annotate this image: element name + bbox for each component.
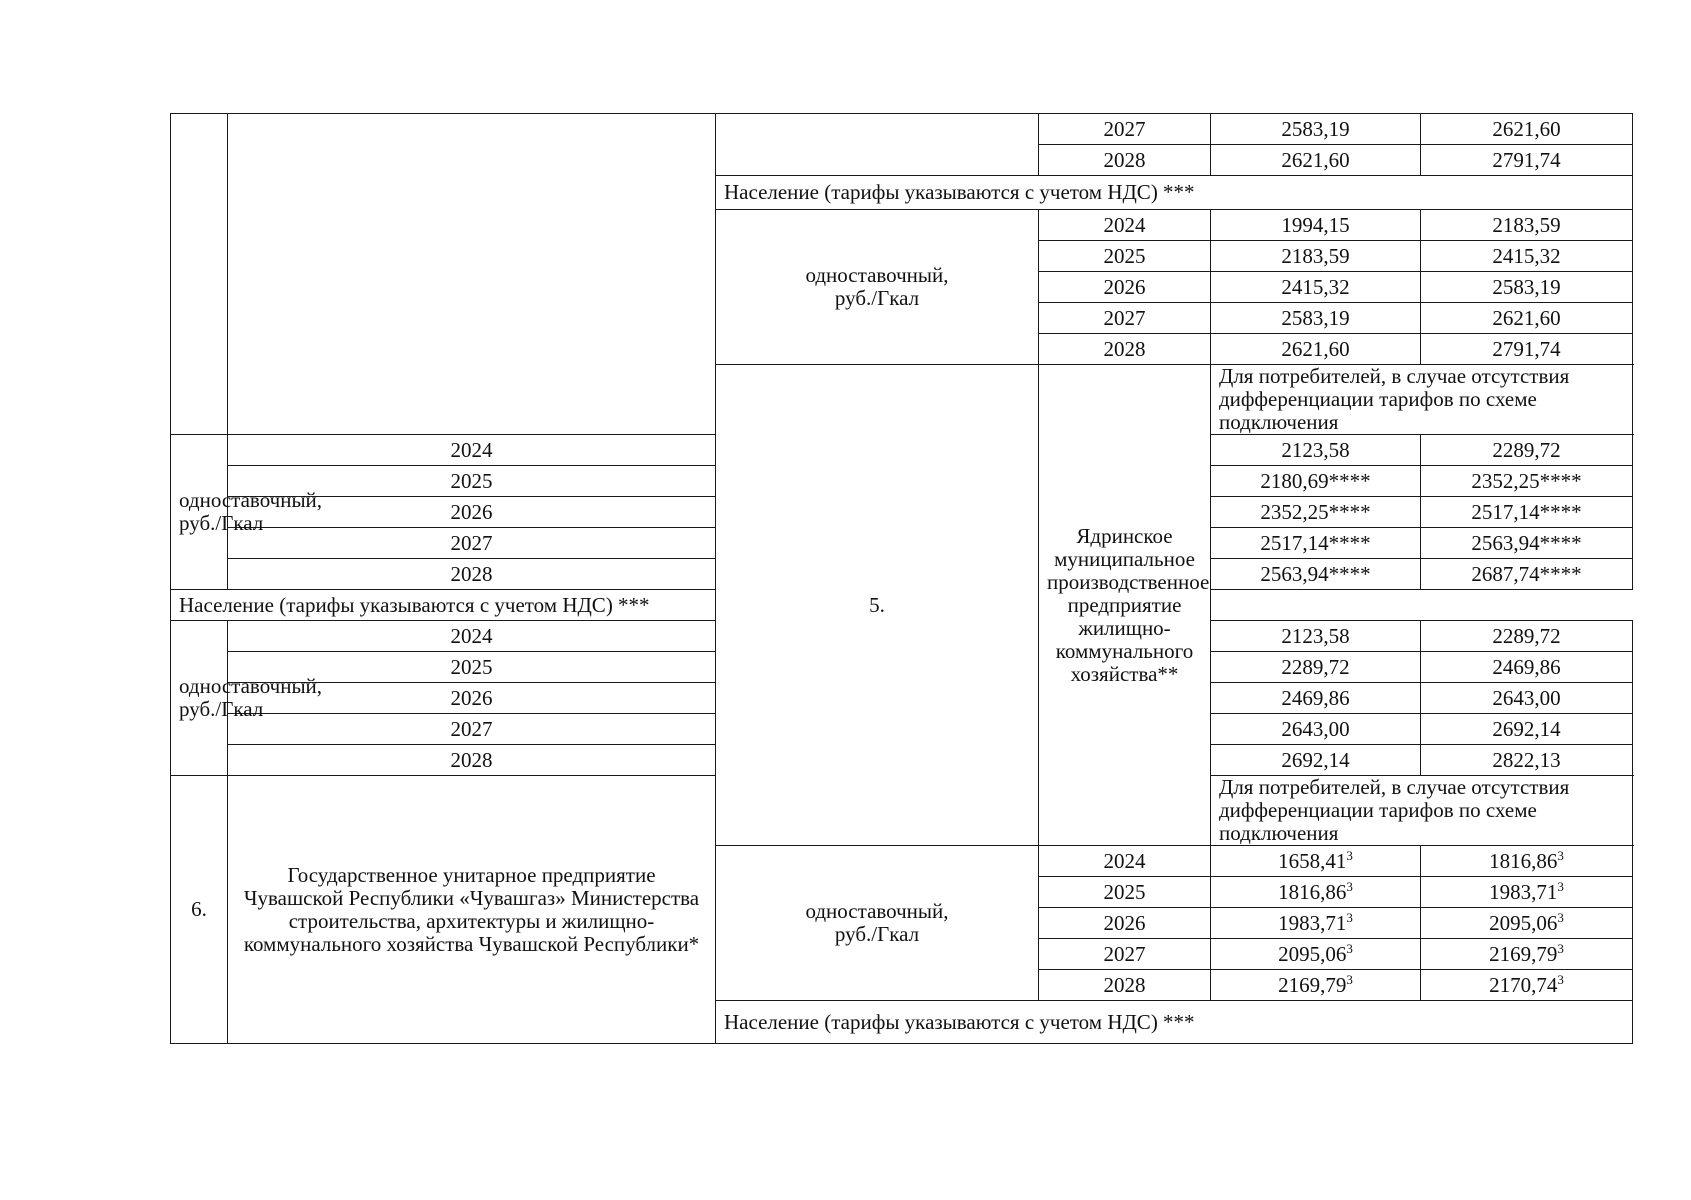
tariff-first-half-cell: 2583,19 bbox=[1211, 303, 1421, 334]
population-header: Население (тарифы указываются с учетом НДС) *** bbox=[171, 590, 1211, 621]
year-cell: 2027 bbox=[1039, 303, 1211, 334]
tariff-second-half-cell: 2415,32 bbox=[1421, 241, 1633, 272]
organization-cell: Ядринское муниципальное производственное предприятие жилищно-коммунального хозяйства** bbox=[1039, 365, 1211, 846]
rate-type-cell: одноставочный, руб./Гкал bbox=[716, 210, 1039, 365]
row-number-cell bbox=[171, 114, 228, 435]
tariff-second-half-cell: 2583,19 bbox=[1421, 272, 1633, 303]
organization-cell bbox=[228, 114, 716, 435]
consumers-header: Для потребителей, в случае отсутствия дифференциации тарифов по схеме подключения bbox=[1211, 365, 1633, 435]
tariff-second-half-cell: 2170,74$^3$ bbox=[1421, 970, 1633, 1001]
rate-type-cell bbox=[716, 114, 1039, 176]
organization-cell: Государственное унитарное предприятие Чувашской Республики «Чувашгаз» Министерства строительства, архитектуры и жилищно-коммунального хозяйства Чувашской Республики* bbox=[228, 776, 716, 1044]
population-header: Население (тарифы указываются с учетом НДС) *** bbox=[716, 1001, 1633, 1044]
tariff-second-half-cell: 2621,60 bbox=[1421, 303, 1633, 334]
tariff-second-half-cell: 2791,74 bbox=[1421, 334, 1633, 365]
year-cell: 2028 bbox=[1039, 334, 1211, 365]
rate-type-cell: одноставочный, руб./Гкал bbox=[171, 621, 228, 776]
table-row bbox=[171, 590, 1633, 621]
tariff-second-half-cell: 2095,06$^3$ bbox=[1421, 908, 1633, 939]
tariff-second-half-cell: 2692,14 bbox=[1421, 714, 1633, 745]
year-cell: 2027 bbox=[1039, 114, 1211, 145]
year-cell: 2026 bbox=[1039, 908, 1211, 939]
tariff-second-half-cell: 2517,14**** bbox=[1421, 497, 1633, 528]
tariff-first-half-cell: 2643,00 bbox=[1211, 714, 1421, 745]
tariff-second-half-cell: 2352,25**** bbox=[1421, 466, 1633, 497]
year-cell: 2025 bbox=[1039, 241, 1211, 272]
year-cell: 2027 bbox=[228, 714, 716, 745]
tariff-second-half-cell: 2687,74**** bbox=[1421, 559, 1633, 590]
tariff-second-half-cell: 2621,60 bbox=[1421, 114, 1633, 145]
year-cell: 2024 bbox=[228, 621, 716, 652]
year-cell: 2028 bbox=[1039, 970, 1211, 1001]
rate-type-cell: одноставочный, руб./Гкал bbox=[716, 846, 1039, 1001]
year-cell: 2027 bbox=[1039, 939, 1211, 970]
tariff-second-half-cell: 1983,71$^3$ bbox=[1421, 877, 1633, 908]
year-cell: 2026 bbox=[228, 683, 716, 714]
tariff-first-half-cell: 2621,60 bbox=[1211, 334, 1421, 365]
tariff-first-half-cell: 2095,06$^3$ bbox=[1211, 939, 1421, 970]
tariff-first-half-cell: 2583,19 bbox=[1211, 114, 1421, 145]
tariff-second-half-cell: 2643,00 bbox=[1421, 683, 1633, 714]
tariff-first-half-cell: 2123,58 bbox=[1211, 621, 1421, 652]
tariff-first-half-cell: 1994,15 bbox=[1211, 210, 1421, 241]
year-cell: 2025 bbox=[228, 466, 716, 497]
tariff-first-half-cell: 2169,79$^3$ bbox=[1211, 970, 1421, 1001]
row-number-cell: 5. bbox=[716, 365, 1039, 846]
tariff-first-half-cell: 1816,86$^3$ bbox=[1211, 877, 1421, 908]
population-header: Население (тарифы указываются с учетом НДС) *** bbox=[716, 176, 1633, 210]
tariff-first-half-cell: 2183,59 bbox=[1211, 241, 1421, 272]
table-row bbox=[171, 114, 1633, 145]
year-cell: 2026 bbox=[228, 497, 716, 528]
tariff-table bbox=[170, 113, 1633, 1044]
tariff-second-half-cell: 2289,72 bbox=[1421, 621, 1633, 652]
tariff-first-half-cell: 1983,71$^3$ bbox=[1211, 908, 1421, 939]
tariff-first-half-cell: 2621,60 bbox=[1211, 145, 1421, 176]
year-cell: 2024 bbox=[1039, 846, 1211, 877]
tariff-second-half-cell: 2183,59 bbox=[1421, 210, 1633, 241]
tariff-second-half-cell: 2563,94**** bbox=[1421, 528, 1633, 559]
consumers-header: Для потребителей, в случае отсутствия дифференциации тарифов по схеме подключения bbox=[1211, 776, 1633, 846]
tariff-first-half-cell: 2352,25**** bbox=[1211, 497, 1421, 528]
tariff-first-half-cell: 2289,72 bbox=[1211, 652, 1421, 683]
year-cell: 2025 bbox=[1039, 877, 1211, 908]
year-cell: 2028 bbox=[228, 559, 716, 590]
rate-type-cell: одноставочный, руб./Гкал bbox=[171, 435, 228, 590]
year-cell: 2025 bbox=[228, 652, 716, 683]
tariff-first-half-cell: 1658,41$^3$ bbox=[1211, 846, 1421, 877]
row-number-cell: 6. bbox=[171, 776, 228, 1044]
tariff-first-half-cell: 2517,14**** bbox=[1211, 528, 1421, 559]
tariff-second-half-cell: 2822,13 bbox=[1421, 745, 1633, 776]
tariff-second-half-cell: 2469,86 bbox=[1421, 652, 1633, 683]
tariff-second-half-cell: 1816,86$^3$ bbox=[1421, 846, 1633, 877]
year-cell: 2028 bbox=[228, 745, 716, 776]
tariff-first-half-cell: 2415,32 bbox=[1211, 272, 1421, 303]
year-cell: 2026 bbox=[1039, 272, 1211, 303]
year-cell: 2024 bbox=[1039, 210, 1211, 241]
tariff-second-half-cell: 2169,79$^3$ bbox=[1421, 939, 1633, 970]
tariff-first-half-cell: 2123,58 bbox=[1211, 435, 1421, 466]
year-cell: 2027 bbox=[228, 528, 716, 559]
tariff-second-half-cell: 2791,74 bbox=[1421, 145, 1633, 176]
year-cell: 2028 bbox=[1039, 145, 1211, 176]
tariff-first-half-cell: 2563,94**** bbox=[1211, 559, 1421, 590]
tariff-first-half-cell: 2692,14 bbox=[1211, 745, 1421, 776]
year-cell: 2024 bbox=[228, 435, 716, 466]
tariff-first-half-cell: 2180,69**** bbox=[1211, 466, 1421, 497]
tariff-second-half-cell: 2289,72 bbox=[1421, 435, 1633, 466]
tariff-first-half-cell: 2469,86 bbox=[1211, 683, 1421, 714]
